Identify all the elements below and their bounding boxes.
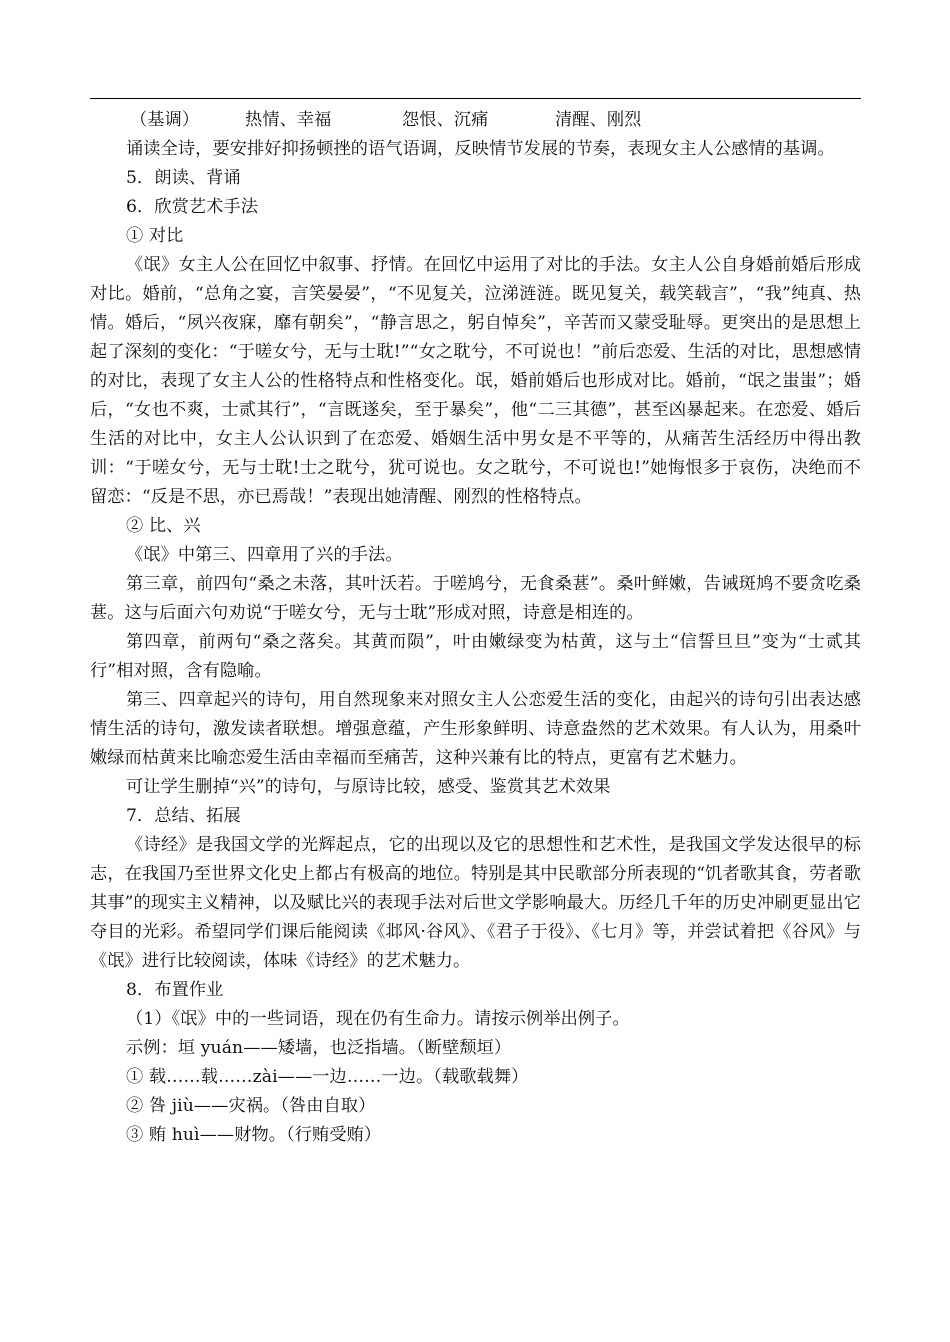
paragraph-summary: 《诗经》是我国文学的光辉起点，它的出现以及它的思想性和艺术性，是我国文学发达很早的标志，在我国乃至世界文化史上都占有极高的地位。特别是其中民歌部分所表现的“饥者歌其食，劳者歌其事”的现实主义精神，以及赋比兴的表现手法对后世文学影响最大。历经几千年的历史冲刷更显出它夺目的光彩。希望同学们课后能阅读《邶风·谷风》、《君子于役》、《七月》等，并尝试着把《谷风》与《氓》进行比较阅读，体味《诗经》的艺术魅力。: [90, 835, 861, 971]
homework-item-1: （1）《氓》中的一些词语，现在仍有生命力。请按示例举出例子。: [126, 1009, 630, 1029]
subheading-bixing: ② 比、兴: [126, 516, 201, 536]
paragraph-xing-intro: 《氓》中第三、四章用了兴的手法。: [126, 545, 403, 565]
homework-example: 示例：垣 yuán——矮墙，也泛指墙。（断壁颓垣）: [126, 1038, 512, 1058]
paragraph-exercise-note: 可让学生删掉“兴”的诗句，与原诗比较，感受、鉴赏其艺术效果: [126, 777, 611, 797]
tone-row: [90, 106, 861, 135]
homework-word-3: ③ 贿 huì——财物。（行贿受贿）: [126, 1125, 382, 1145]
paragraph-xing-analysis: 第三、四章起兴的诗句，用自然现象来对照女主人公恋爱生活的变化，由起兴的诗句引出表达感情生活的诗句，激发读者联想。增强意蕴，产生形象鲜明、诗意盎然的艺术效果。有人认为，用桑叶嫩绿而枯黄来比喻恋爱生活由幸福而至痛苦，这种兴兼有比的特点，更富有艺术魅力。: [90, 690, 861, 768]
homework-word-2: ② 咎 jiù——灾祸。（咎由自取）: [126, 1096, 376, 1116]
paragraph-recitation: 诵读全诗，要安排好抑扬顿挫的语气语调，反映情节发展的节奏，表现女主人公感情的基调。: [126, 139, 835, 159]
paragraph-chapter-4: 第四章，前两句“桑之落矣。其黄而陨”，叶由嫩绿变为枯黄，这与土“信誓旦旦”变为“士贰其行”相对照，含有隐喻。: [90, 632, 861, 681]
tone-label: （基调）: [130, 110, 200, 130]
homework-word-1: ① 载……载……zài——一边……一边。（载歌载舞）: [126, 1067, 529, 1087]
document-body: [90, 106, 861, 1150]
section-heading-6: 6．欣赏艺术手法: [126, 197, 259, 217]
section-heading-8: 8．布置作业: [126, 980, 224, 1000]
tone-item: 清醒、刚烈: [555, 110, 642, 130]
section-heading-7: 7．总结、拓展: [126, 806, 241, 826]
header-rule: [90, 98, 861, 99]
section-heading-5: 5．朗读、背诵: [126, 168, 241, 188]
tone-item: 热情、幸福: [245, 110, 332, 130]
paragraph-chapter-3: 第三章，前四句“桑之未落，其叶沃若。于嗟鸠兮，无食桑葚”。桑叶鲜嫩，告诫斑鸠不要贪吃桑葚。这与后面六句劝说“于嗟女兮，无与士耽”形成对照，诗意是相连的。: [90, 574, 861, 623]
subheading-contrast: ① 对比: [126, 226, 184, 246]
tone-item: 怨恨、沉痛: [402, 110, 489, 130]
paragraph-contrast: 《氓》女主人公在回忆中叙事、抒情。在回忆中运用了对比的手法。女主人公自身婚前婚后形成对比。婚前，“总角之宴，言笑晏晏”，“不见复关，泣涕涟涟。既见复关，载笑载言”，“我”纯真、热情。婚后，“夙兴夜寐，靡有朝矣”，“静言思之，躬自悼矣”，辛苦而又蒙受耻辱。更突出的是思想上起了深刻的变化：“于嗟女兮，无与士耽!”“女之耽兮，不可说也！”前后恋爱、生活的对比，思想感情的对比，表现了女主人公的性格特点和性格变化。氓，婚前婚后也形成对比。婚前，“氓之蚩蚩”；婚后，“女也不爽，士贰其行”，“言既遂矣，至于暴矣”，他“二三其德”，甚至凶暴起来。在恋爱、婚后生活的对比中，女主人公认识到了在恋爱、婚姻生活中男女是不平等的，从痛苦生活经历中得出教训：“于嗟女兮，无与士耽!士之耽兮，犹可说也。女之耽兮，不可说也!”她悔恨多于哀伤，决绝而不留恋：“反是不思，亦已焉哉！”表现出她清醒、刚烈的性格特点。: [90, 255, 861, 507]
